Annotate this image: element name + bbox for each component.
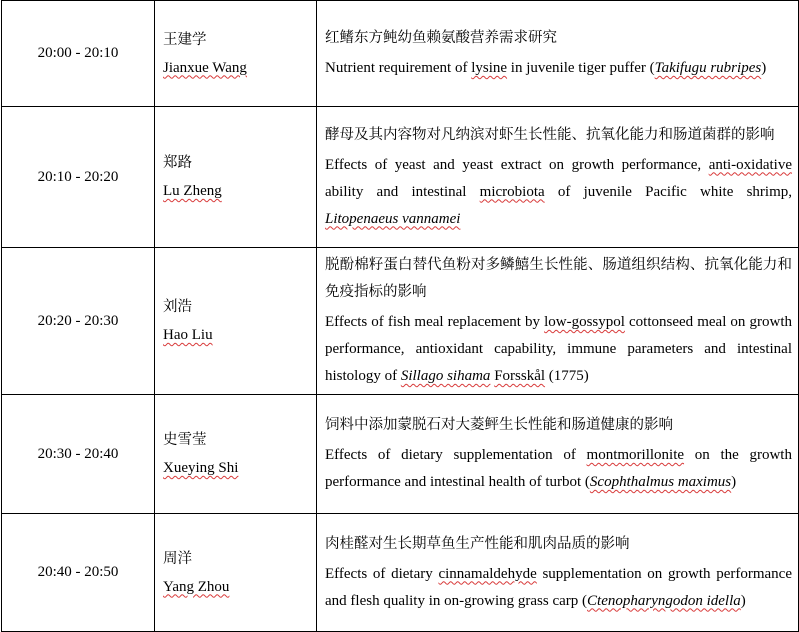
speaker-name-cn: 刘浩 <box>163 299 192 315</box>
speaker-cell <box>155 248 317 395</box>
speaker-name-cn: 郑路 <box>163 155 192 171</box>
talk-title-cn: 红鳍东方鲀幼鱼赖氨酸营养需求研究 <box>325 30 557 46</box>
title-cell <box>317 1 799 107</box>
time-slot: 20:00 - 20:10 <box>2 1 155 107</box>
talk-title-en: Effects of dietary cinnamaldehyde supplementation on growth performance and flesh quality in on-growing grass carp (Ctenopharyngodon idella) <box>325 565 792 609</box>
speaker-name-en: Hao Liu <box>163 327 213 343</box>
talk-title-cn: 脱酚棉籽蛋白替代鱼粉对多鳞鱚生长性能、肠道组织结构、抗氧化能力和免疫指标的影响 <box>325 257 792 300</box>
title-cell <box>317 514 799 632</box>
speaker-cell <box>155 107 317 248</box>
speaker-cell <box>155 514 317 632</box>
speaker-name-en: Yang Zhou <box>163 578 230 595</box>
species-name: Takifugu rubripes <box>654 60 762 76</box>
title-cell <box>317 395 799 514</box>
time-slot: 20:10 - 20:20 <box>2 107 155 248</box>
speaker-name-cn: 史雪莹 <box>163 432 207 448</box>
talk-title-en: Effects of yeast and yeast extract on growth performance, anti-oxidative ability and intestinal microbiota of juvenile Pacific white shrimp, Litopenaeus vannamei <box>325 156 792 227</box>
talk-title-cn: 饲料中添加蒙脱石对大菱鲆生长性能和肠道健康的影响 <box>325 417 673 433</box>
talk-title-en: Nutrient requirement of lysine in juvenile tiger puffer (Takifugu rubripes) <box>325 60 767 76</box>
schedule-row <box>2 514 799 632</box>
time-slot: 20:20 - 20:30 <box>2 248 155 395</box>
speaker-cell <box>155 1 317 107</box>
speaker-name-cn: 王建学 <box>163 31 207 48</box>
speaker-name-en: Jianxue Wang <box>163 59 247 76</box>
speaker-name-en: Xueying Shi <box>163 460 239 476</box>
schedule-table <box>1 0 799 632</box>
species-name: Sillago sihama <box>400 368 491 384</box>
species-name: Scophthalmus maximus <box>589 474 732 490</box>
talk-title-cn: 酵母及其内容物对凡纳滨对虾生长性能、抗氧化能力和肠道菌群的影响 <box>325 126 775 143</box>
species-name: Litopenaeus vannamei <box>325 210 461 227</box>
time-slot: 20:40 - 20:50 <box>2 514 155 632</box>
schedule-row <box>2 248 799 395</box>
title-cell <box>317 107 799 248</box>
species-name: Ctenopharyngodon idella <box>587 592 741 609</box>
talk-title-en: Effects of dietary supplementation of montmorillonite on the growth performance and intestinal health of turbot (Scophthalmus maximus) <box>325 447 792 490</box>
speaker-cell <box>155 395 317 514</box>
schedule-row <box>2 107 799 248</box>
speaker-name-cn: 周洋 <box>163 550 192 567</box>
time-slot: 20:30 - 20:40 <box>2 395 155 514</box>
schedule-row <box>2 1 799 107</box>
title-cell <box>317 248 799 395</box>
talk-title-cn: 肉桂醛对生长期草鱼生产性能和肌肉品质的影响 <box>325 535 630 552</box>
speaker-name-en: Lu Zheng <box>163 183 222 199</box>
talk-title-en: Effects of fish meal replacement by low-gossypol cottonseed meal on growth performance, antioxidant capability, immune parameters and intestinal histology of Sillago sihama Forsskål (1775) <box>325 314 793 384</box>
schedule-row <box>2 395 799 514</box>
